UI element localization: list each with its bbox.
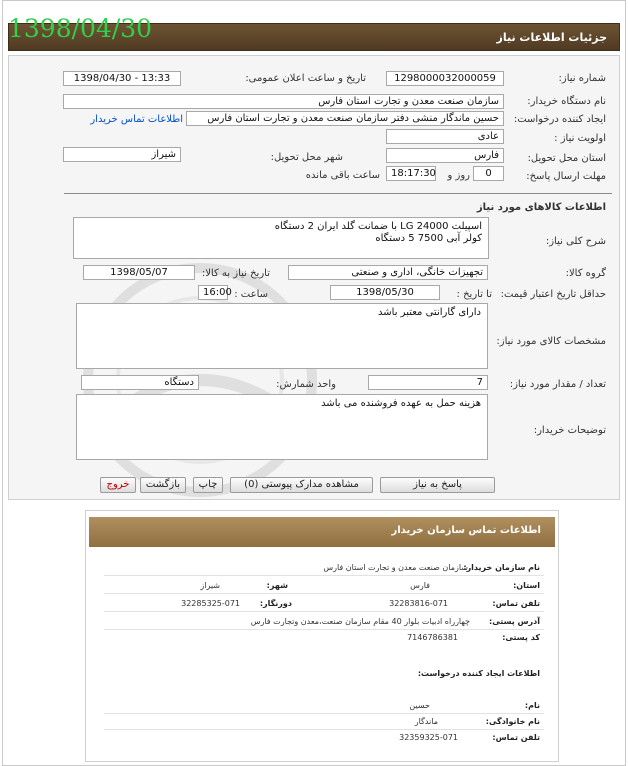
- validity-date-field: 1398/05/30: [330, 285, 440, 300]
- reply-button[interactable]: پاسخ به نیاز: [380, 477, 495, 493]
- print-button[interactable]: چاپ: [193, 477, 223, 493]
- contact-fax-value: 32285325-071: [181, 599, 240, 608]
- requester-last-name-value: ماندگار: [414, 717, 438, 726]
- contact-rule: [104, 629, 544, 630]
- contact-city-value: شیراز: [200, 581, 220, 590]
- min-price-validity-label: حداقل تاریخ اعتبار قیمت:: [500, 289, 606, 300]
- page-title: جزئیات اطلاعات نیاز: [496, 31, 607, 44]
- validity-time-label: ساعت :: [234, 289, 268, 300]
- contact-phone-label: تلفن تماس:: [492, 599, 540, 608]
- contact-org-value: سازمان صنعت معدن و تجارت استان فارس: [323, 563, 468, 572]
- goods-section-title: اطلاعات کالاهای مورد نیاز: [476, 202, 606, 213]
- deadline-days-field: 0: [473, 166, 504, 181]
- need-number-field: 1298000032000059: [386, 71, 504, 86]
- announce-datetime-label: تاریخ و ساعت اعلان عمومی:: [245, 73, 366, 84]
- contact-phone-value: 32283816-071: [389, 599, 448, 608]
- requester-label: ایجاد کننده درخواست:: [513, 114, 606, 125]
- priority-field: عادی: [386, 129, 504, 144]
- delivery-city-label: شهر محل تحویل:: [270, 152, 343, 163]
- contact-rule: [104, 713, 544, 714]
- view-attachments-button[interactable]: مشاهده مدارک پیوستی (0): [230, 477, 373, 493]
- requester-field: حسین ماندگار منشی دفتر سازمان صنعت معدن و تجارت استان فارس: [186, 111, 504, 126]
- buyer-org-field: سازمان صنعت معدن و تجارت استان فارس: [63, 94, 504, 109]
- requester-section-title: اطلاعات ایجاد کننده درخواست:: [417, 669, 540, 678]
- contact-address-value: چهارراه ادبیات بلوار 40 مقام سازمان صنعت،معدن وتجارت فارس: [250, 617, 470, 626]
- contact-province-value: فارس: [410, 581, 430, 590]
- quantity-label: تعداد / مقدار مورد نیاز:: [509, 379, 606, 390]
- general-desc-box: اسپیلت 24000 LG با ضمانت گلد ایران 2 دستگاه کولر آبی 7500 5 دستگاه: [73, 217, 489, 259]
- contact-rule: [104, 593, 544, 594]
- goods-group-field: تجهیزات خانگی، اداری و صنعتی: [288, 265, 488, 280]
- specs-label: مشخصات کالای مورد نیاز:: [496, 336, 606, 347]
- contact-postal-label: کد پستی:: [502, 633, 540, 642]
- deadline-time-field: 18:17:30: [386, 166, 436, 181]
- delivery-city-field: شیراز: [63, 147, 181, 162]
- contact-postal-value: 7146786381: [407, 633, 458, 642]
- requester-first-name-label: نام:: [524, 701, 540, 710]
- requester-last-name-label: نام خانوادگی:: [485, 717, 540, 726]
- delivery-province-field: فارس: [386, 148, 504, 163]
- unit-label: واحد شمارش:: [276, 379, 336, 390]
- need-number-label: شماره نیاز:: [558, 73, 606, 84]
- quantity-field: 7: [368, 375, 488, 390]
- contact-card-title: اطلاعات تماس سازمان خریدار: [391, 525, 541, 536]
- announce-datetime-field: 1398/04/30 - 13:33: [63, 71, 181, 86]
- deadline-time-suffix: ساعت باقی مانده: [305, 170, 380, 181]
- buyer-org-label: نام دستگاه خریدار:: [527, 96, 606, 107]
- requester-first-name-value: حسین: [409, 701, 430, 710]
- deadline-label: مهلت ارسال پاسخ:: [526, 171, 606, 182]
- buyer-notes-label: توضیحات خریدار:: [533, 425, 606, 436]
- buyer-contact-card: [85, 510, 559, 762]
- contact-rule: [104, 575, 544, 576]
- contact-address-label: آدرس پستی:: [489, 617, 540, 626]
- section-divider: [64, 193, 612, 194]
- back-button[interactable]: بازگشت: [140, 477, 186, 493]
- validity-time-field: 16:00: [198, 285, 228, 300]
- unit-field: دستگاه: [81, 375, 199, 390]
- general-desc-label: شرح کلی نیاز:: [545, 236, 606, 247]
- to-date-label: تا تاریخ :: [456, 289, 492, 300]
- buyer-contact-info-link[interactable]: اطلاعات تماس خریدار: [90, 114, 183, 125]
- need-date-field: 1398/05/07: [83, 265, 195, 280]
- buyer-notes-box: هزینه حمل به عهده فروشنده می باشد: [76, 394, 488, 460]
- deadline-days-suffix: روز و: [447, 170, 470, 181]
- exit-button[interactable]: خروج: [100, 477, 136, 493]
- priority-label: اولویت نیاز :: [554, 133, 606, 144]
- requester-phone-value: 32359325-071: [399, 733, 458, 742]
- contact-province-label: استان:: [513, 581, 540, 590]
- contact-org-label: نام سازمان خریدار:: [463, 563, 540, 572]
- contact-rule: [104, 729, 544, 730]
- contact-card-header: [89, 517, 555, 547]
- delivery-province-label: استان محل تحویل:: [527, 153, 606, 164]
- goods-group-label: گروه کالا:: [565, 268, 606, 279]
- specs-box: دارای گارانتی معتبر باشد: [76, 303, 488, 369]
- contact-city-label: شهر:: [266, 581, 288, 590]
- contact-fax-label: دورنگار:: [259, 599, 292, 608]
- requester-phone-label: تلفن تماس:: [492, 733, 540, 742]
- contact-rule: [104, 611, 544, 612]
- date-stamp: 1398/04/30: [8, 14, 153, 43]
- need-date-label: تاریخ نیاز به کالا:: [201, 268, 270, 279]
